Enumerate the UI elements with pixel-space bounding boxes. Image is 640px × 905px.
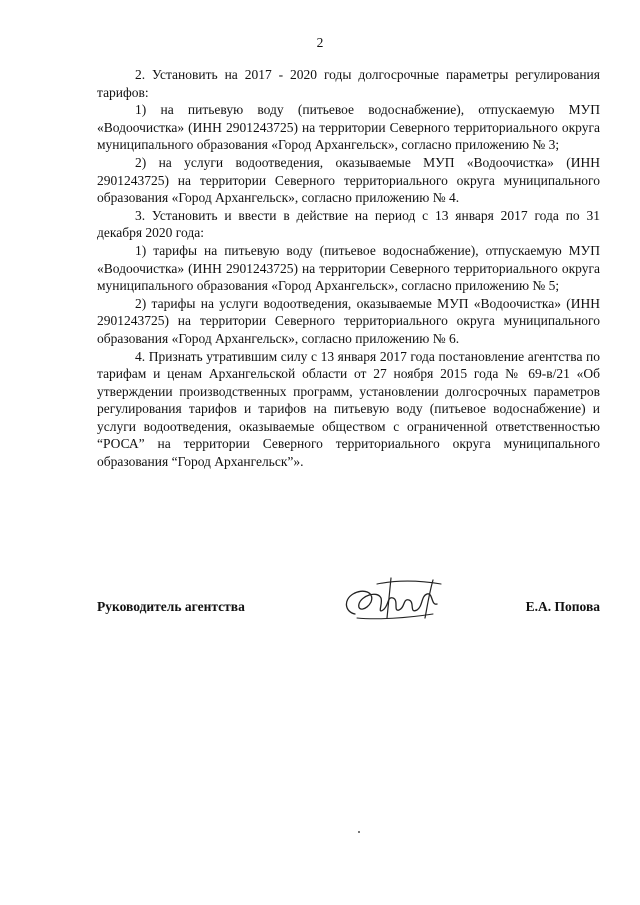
- paragraph-subitem-3-1: 1) тарифы на питьевую воду (питьевое водоснабжение), отпускаемую МУП «Водоочистка» (ИНН 2901243725) на территории Северного территориального округа муниципального образования «Город Архангельск», согласно приложению № 5;: [97, 242, 600, 294]
- scan-speck: [358, 831, 360, 833]
- paragraph-item-4: 4. Признать утратившим силу с 13 января 2017 года постановление агентства по тарифам и ценам Архангельской области от 27 ноября 2015 года № 69-в/21 «Об утверждении производственных программ, установлении долгосрочных параметров регулирования тарифов и тарифов на питьевую воду (питьевое водоснабжение) и услуги водоотведения, оказываемые обществом с ограниченной ответственностью “РОСА” на территории Северного территориального округа муниципального образования “Город Архангельск”».: [97, 348, 600, 470]
- paragraph-subitem-3-2: 2) тарифы на услуги водоотведения, оказываемые МУП «Водоочистка» (ИНН 2901243725) на территории Северного территориального округа муниципального образования «Город Архангельск», согласно приложению № 6.: [97, 295, 600, 346]
- document-body: [97, 66, 600, 471]
- handwritten-signature: [337, 574, 457, 630]
- paragraph-subitem-2-1: 1) на питьевую воду (питьевое водоснабжение), отпускаемую МУП «Водоочистка» (ИНН 2901243725) на территории Северного территориального округа муниципального образования «Город Архангельск», согласно приложению № 3;: [97, 102, 600, 153]
- paragraph-subitem-2-2: 2) на услуги водоотведения, оказываемые МУП «Водоочистка» (ИНН 2901243725) на территории Северного территориального округа муниципального образования «Город Архангельск», согласно приложению № 4.: [97, 154, 600, 206]
- signatory-title: Руководитель агентства: [97, 599, 245, 614]
- page-number: 2: [316, 35, 324, 50]
- signatory-name: Е.А. Попова: [525, 599, 600, 614]
- paragraph-item-3: 3. Установить и ввести в действие на период с 13 января 2017 года по 31 декабря 2020 года:: [97, 207, 600, 241]
- signature-block: [97, 596, 600, 646]
- paragraph-item-2: 2. Установить на 2017 - 2020 годы долгосрочные параметры регулирования тарифов:: [97, 67, 600, 100]
